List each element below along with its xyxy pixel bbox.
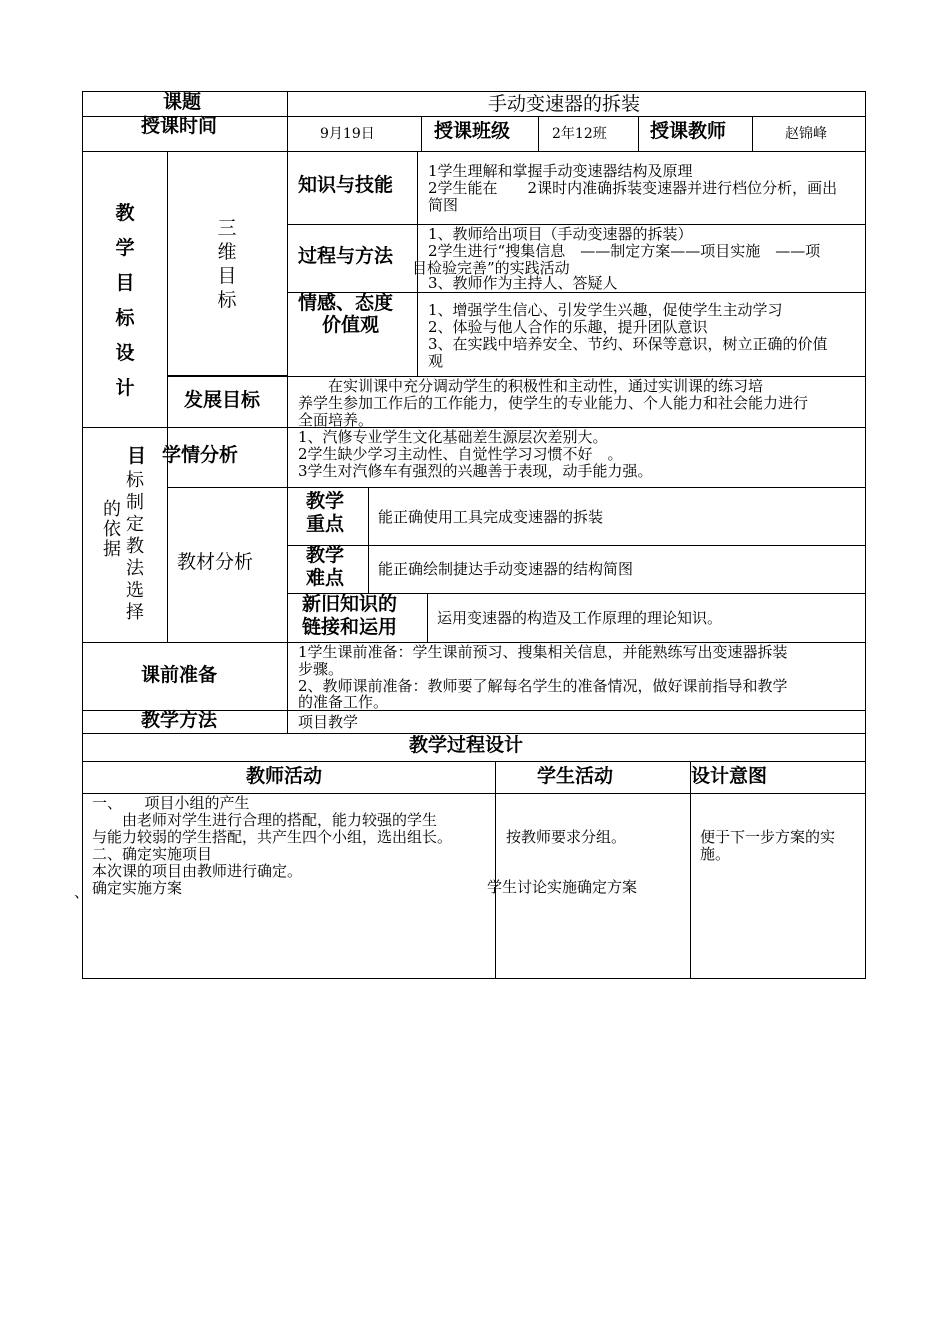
process-line-3: 目检验完善”的实践活动 bbox=[412, 259, 570, 277]
difficulty-label-1: 教学 bbox=[306, 544, 345, 566]
link-value-cell bbox=[427, 593, 866, 643]
col-intent-header: 设计意图 bbox=[691, 765, 768, 787]
teacher-line-5: 本次课的项目由教师进行确定。 bbox=[92, 862, 303, 880]
process-line-1: 1、教师给出项目（手动变速器的拆装） bbox=[428, 225, 693, 243]
emotion-label-cell bbox=[287, 292, 418, 377]
basis-section-label-1: 目 bbox=[127, 445, 147, 467]
learner-label-cell bbox=[162, 427, 288, 488]
dev-label-cell bbox=[167, 376, 288, 428]
intent-line-2: 施。 bbox=[700, 845, 731, 863]
dev-line-2: 养学生参加工作后的工作能力，使学生的专业能力、个人能力和社会能力进行 bbox=[298, 394, 809, 412]
three-dim-label: 三 维 目 标 bbox=[217, 217, 237, 311]
process-label: 过程与方法 bbox=[298, 245, 394, 267]
method-value: 项目教学 bbox=[298, 713, 359, 731]
link-label-1: 新旧知识的 bbox=[302, 593, 398, 615]
class-value: 2年12班 bbox=[552, 126, 607, 142]
emotion-line-2: 2、体验与他人合作的乐趣，提升团队意识 bbox=[428, 318, 708, 336]
process-line-2: 2学生进行“搜集信息 ——制定方案——项目实施 ——项 bbox=[428, 242, 821, 260]
teacher-line-3: 与能力较弱的学生搭配，共产生四个小组，选出组长。 bbox=[92, 828, 453, 846]
topic-value: 手动变速器的拆装 bbox=[488, 93, 641, 115]
emotion-line-4: 观 bbox=[428, 352, 444, 370]
time-label-cell bbox=[82, 116, 288, 152]
key-label-cell bbox=[287, 487, 369, 546]
process-line-4: 3、教师作为主持人、答疑人 bbox=[428, 274, 618, 292]
emotion-line-1: 1、增强学生信心、引发学生兴趣，促使学生主动学习 bbox=[428, 301, 783, 319]
dev-line-1: 在实训课中充分调动学生的积极性和主动性，通过实训课的练习培 bbox=[298, 377, 764, 395]
class-label: 授课班级 bbox=[434, 120, 511, 142]
col-intent-header-cell bbox=[690, 761, 866, 794]
method-label: 教学方法 bbox=[141, 709, 218, 731]
teacher-line-1: 一、 项目小组的产生 bbox=[92, 794, 250, 812]
col-student-header: 学生活动 bbox=[537, 765, 614, 787]
difficulty-label-cell bbox=[287, 545, 369, 594]
student-line-1: 按教师要求分组。 bbox=[506, 828, 627, 846]
prep-line-1: 1学生课前准备：学生课前预习、搜集相关信息，并能熟练写出变速器拆装 bbox=[298, 643, 788, 661]
knowledge-line-1: 1学生理解和掌握手动变速器结构及原理 bbox=[428, 162, 693, 180]
time-label: 授课时间 bbox=[141, 115, 218, 137]
topic-label: 课题 bbox=[163, 91, 202, 113]
knowledge-label: 知识与技能 bbox=[298, 174, 394, 196]
learner-line-3: 3学生对汽修车有强烈的兴趣善于表现，动手能力强。 bbox=[298, 462, 653, 480]
prep-line-2: 步骤。 bbox=[298, 660, 344, 678]
difficulty-label-2: 难点 bbox=[306, 567, 345, 589]
material-label-cell bbox=[167, 487, 288, 643]
material-label: 教材分析 bbox=[177, 551, 254, 573]
teacher-line-6: 确定实施方案 bbox=[92, 879, 183, 897]
time-value: 9月19日 bbox=[320, 126, 375, 142]
process-content-cell bbox=[412, 224, 866, 293]
difficulty-value-cell bbox=[368, 545, 866, 594]
prep-label-cell bbox=[82, 642, 288, 711]
knowledge-label-cell bbox=[287, 151, 418, 225]
method-value-cell bbox=[287, 710, 866, 734]
class-label-cell bbox=[421, 116, 539, 152]
teacher-value-cell bbox=[752, 116, 866, 152]
learner-content-cell bbox=[287, 427, 866, 488]
class-value-cell bbox=[538, 116, 639, 152]
col-teacher-header-cell bbox=[82, 761, 496, 794]
emotion-line-3: 3、在实践中培养安全、节约、环保等意识，树立正确的价值 bbox=[428, 335, 828, 353]
learner-line-2: 2学生缺少学习主动性、自觉性学习习惯不好 。 bbox=[298, 445, 623, 463]
basis-section-label-2: 标 制 定 教 法 选 择 bbox=[126, 470, 144, 623]
knowledge-content-cell bbox=[417, 151, 866, 225]
knowledge-line-2: 2学生能在 2课时内准确拆装变速器并进行档位分析，画出 bbox=[428, 179, 838, 197]
teacher-line-4: 二、确定实施项目 bbox=[92, 845, 213, 863]
teacher-value: 赵锦峰 bbox=[785, 126, 827, 142]
intent-cell bbox=[690, 793, 866, 979]
knowledge-line-3: 简图 bbox=[428, 196, 459, 214]
process-label-cell bbox=[287, 224, 418, 293]
key-label-2: 重点 bbox=[306, 513, 345, 535]
key-value: 能正确使用工具完成变速器的拆装 bbox=[378, 508, 604, 526]
dev-content-cell bbox=[287, 376, 866, 428]
difficulty-value: 能正确绘制捷达手动变速器的结构简图 bbox=[378, 560, 634, 578]
prep-content-cell bbox=[287, 642, 866, 711]
emotion-label-2: 价值观 bbox=[322, 314, 380, 336]
key-label-1: 教学 bbox=[306, 490, 345, 512]
method-label-cell bbox=[82, 710, 288, 734]
time-value-cell bbox=[287, 116, 422, 152]
col-student-header-cell bbox=[495, 761, 691, 794]
basis-section-label-3: 的 依 据 bbox=[103, 499, 121, 560]
process-title: 教学过程设计 bbox=[409, 734, 524, 756]
link-label-cell bbox=[287, 593, 428, 643]
key-value-cell bbox=[368, 487, 866, 546]
teacher-label-cell bbox=[638, 116, 753, 152]
teacher-label: 授课教师 bbox=[650, 120, 727, 142]
process-title-cell bbox=[82, 733, 866, 762]
topic-label-cell bbox=[82, 91, 288, 117]
emotion-label-1: 情感、态度 bbox=[298, 292, 394, 314]
col-teacher-header: 教师活动 bbox=[246, 765, 323, 787]
teacher-activity-cell bbox=[82, 793, 496, 979]
topic-value-cell bbox=[287, 91, 866, 117]
learner-line-1: 1、汽修专业学生文化基础差生源层次差别大。 bbox=[298, 428, 608, 446]
dev-label: 发展目标 bbox=[184, 389, 261, 411]
prep-label: 课前准备 bbox=[141, 664, 218, 686]
emotion-content-cell bbox=[417, 292, 866, 377]
prep-line-3: 2、教师课前准备：教师要了解每名学生的准备情况，做好课前指导和教学 bbox=[298, 677, 788, 695]
intent-line-1: 便于下一步方案的实 bbox=[700, 828, 836, 846]
teacher-line-2: 由老师对学生进行合理的搭配，能力较强的学生 bbox=[92, 811, 438, 829]
link-value: 运用变速器的构造及工作原理的理论知识。 bbox=[437, 609, 723, 627]
learner-label: 学情分析 bbox=[162, 444, 239, 466]
dev-line-3: 全面培养。 bbox=[298, 411, 374, 429]
student-line-2: 学生讨论实施确定方案 bbox=[487, 878, 638, 896]
prep-line-4: 的准备工作。 bbox=[298, 693, 389, 711]
link-label-2: 链接和运用 bbox=[302, 616, 398, 638]
stray-mark: 、 bbox=[74, 883, 90, 901]
goals-section-label: 教 学 目 标 设 计 bbox=[115, 202, 135, 399]
